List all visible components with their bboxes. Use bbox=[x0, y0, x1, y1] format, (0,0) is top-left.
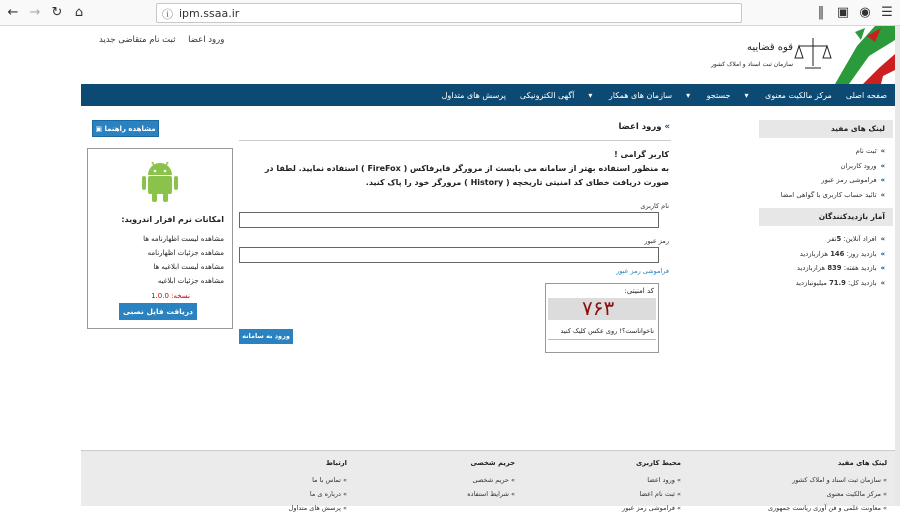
menu-icon[interactable]: ☰ bbox=[881, 5, 893, 20]
home-icon[interactable]: ⌂ bbox=[74, 5, 84, 20]
login-title: » ورود اعضا bbox=[618, 122, 670, 132]
nav-faq[interactable]: پرسش های متداول bbox=[441, 90, 506, 100]
footer-link[interactable]: » پرسش های متداول bbox=[288, 504, 347, 512]
footer-link[interactable]: » سازمان ثبت اسناد و املاک کشور bbox=[792, 476, 887, 484]
url-text: ipm.ssaa.ir bbox=[179, 7, 240, 20]
password-label: رمز عبور bbox=[644, 237, 669, 245]
android-app-box bbox=[87, 148, 233, 329]
logo-subtitle: سازمان ثبت اسناد و املاک کشور bbox=[710, 61, 793, 68]
back-icon[interactable]: ← bbox=[7, 5, 19, 20]
scrollbar[interactable] bbox=[895, 26, 900, 506]
download-apk-button[interactable]: دریافت فایل نصبی bbox=[119, 303, 197, 320]
android-feature: مشاهده جزئیات ابلاغیه bbox=[157, 277, 224, 285]
footer-link[interactable]: » تماس با ما bbox=[312, 476, 347, 484]
footer-link[interactable]: » درباره ی ما bbox=[309, 490, 347, 498]
sidebar-icon[interactable]: ▣ bbox=[836, 5, 850, 20]
stat-total: »بازدید کل: 71.9 میلیونبازدید bbox=[795, 278, 885, 287]
footer-col-user: محیط کاربری » ورود اعضا » ثبت نام اعضا » فراموشی رمز عبور bbox=[511, 459, 681, 515]
stats-title: آمار بازدیدکنندگان bbox=[759, 208, 893, 226]
footer-link[interactable]: » معاونت علمی و فن آوری ریاست جمهوری bbox=[767, 504, 887, 512]
nav-search[interactable]: ▾ جستجو bbox=[686, 90, 731, 100]
footer-col-links: لینک های مفید » سازمان ثبت اسناد و املاک کشور » مرکز مالکیت معنوی » معاونت علمی و فن آوری ریاست جمهوری bbox=[717, 459, 887, 515]
android-feature: مشاهده لیست ابلاغیه ها bbox=[153, 263, 224, 271]
android-feature: مشاهده جزئیات اظهارنامه bbox=[147, 249, 224, 257]
captcha-image[interactable] bbox=[548, 298, 656, 320]
top-links bbox=[89, 35, 224, 45]
footer-link[interactable]: » ثبت نام اعضا bbox=[639, 490, 681, 498]
login-button[interactable]: ورود به سامانه bbox=[239, 329, 293, 344]
sidebar-link-forgot[interactable]: »فراموشی رمز عبور bbox=[821, 176, 885, 184]
password-input[interactable] bbox=[239, 247, 659, 263]
nav-partners[interactable]: ▾ سازمان های همکار bbox=[588, 90, 673, 100]
site-header bbox=[81, 26, 895, 84]
captcha-hint: ناخواناست؟! روی عکس کلیک کنید bbox=[560, 327, 654, 335]
stat-day: »بازدید روز: 146 هزاربازدید bbox=[799, 249, 885, 258]
forward-icon[interactable]: → bbox=[29, 5, 41, 20]
footer-col-privacy: حریم شخصی » حریم شخصی » شرایط استفاده bbox=[345, 459, 515, 501]
library-icon[interactable]: ‖ bbox=[817, 5, 825, 20]
footer-link[interactable]: » حریم شخصی bbox=[472, 476, 515, 484]
footer-link[interactable]: » شرایط استفاده bbox=[467, 490, 515, 498]
sidebar-link-login[interactable]: »ورود کاربران bbox=[840, 161, 885, 170]
title-divider bbox=[239, 140, 671, 141]
info-icon[interactable]: ⓘ bbox=[162, 8, 173, 21]
username-label: نام کاربری bbox=[640, 202, 669, 210]
logo-title: قوه قضاییه bbox=[746, 42, 793, 53]
footer-col-contact: ارتباط » تماس با ما » درباره ی ما » پرسش های متداول bbox=[177, 459, 347, 515]
top-link-login[interactable]: ورود اعضا bbox=[188, 35, 225, 45]
captcha-text: ۷۶۳ bbox=[582, 298, 615, 320]
username-input[interactable] bbox=[239, 212, 659, 228]
stat-online: »افراد آنلاین: 5نفر bbox=[827, 235, 885, 243]
top-link-register[interactable]: ثبت نام متقاضی جدید bbox=[99, 35, 176, 45]
sidebar-link-verify[interactable]: »تائید حساب کاربری با گواهی امضا bbox=[780, 190, 885, 199]
android-version: نسخه: 1.0.0 bbox=[151, 292, 190, 300]
captcha-input[interactable] bbox=[548, 339, 656, 350]
site-footer bbox=[81, 450, 895, 512]
account-icon[interactable]: ◉ bbox=[859, 5, 871, 20]
captcha-box bbox=[545, 283, 659, 353]
stat-week: »بازدید هفته: 839 هزاربازدید bbox=[796, 264, 885, 272]
footer-link[interactable]: » مرکز مالکیت معنوی bbox=[826, 490, 887, 498]
android-title: امکانات نرم افزار اندروید: bbox=[121, 215, 224, 224]
forgot-password-link[interactable]: فراموشی رمز عبور bbox=[616, 267, 669, 275]
useful-links-title: لینک های مفید bbox=[759, 120, 893, 138]
footer-link[interactable]: » ورود اعضا bbox=[647, 476, 681, 484]
site-logo[interactable] bbox=[685, 26, 895, 84]
nav-e-ads[interactable]: آگهی الکترونیکی bbox=[519, 90, 575, 100]
reload-icon[interactable]: ↻ bbox=[51, 5, 63, 20]
guide-button[interactable]: ▣ مشاهده راهنما bbox=[92, 120, 159, 137]
nav-ip-center[interactable]: ▾ مرکز مالکیت معنوی bbox=[744, 90, 832, 100]
stats-box bbox=[759, 208, 893, 290]
address-bar[interactable] bbox=[156, 3, 742, 23]
footer-link[interactable]: » فراموشی رمز عبور bbox=[622, 504, 681, 512]
page bbox=[81, 26, 895, 512]
sidebar-link-register[interactable]: »ثبت نام bbox=[855, 147, 885, 155]
useful-links-box bbox=[759, 120, 893, 202]
android-feature: مشاهده لیست اظهارنامه ها bbox=[143, 235, 224, 243]
main-nav bbox=[81, 84, 895, 106]
captcha-label: کد امنیتی: bbox=[624, 287, 654, 295]
page-margin-left bbox=[0, 26, 81, 506]
android-icon bbox=[140, 159, 180, 203]
browser-toolbar bbox=[0, 0, 900, 26]
welcome-text: کاربر گرامی ! bbox=[614, 150, 669, 159]
browser-notice: به منظور استفاده بهتر از سامانه می بایست از مرورگر فایرفاکس ( FireFox ) استفاده نمایید. لطفا در صورت دریافت خطای کد امنیتی تاریخچه ( History ) مرورگر خود را پاک کنید. bbox=[264, 164, 669, 187]
nav-home[interactable]: صفحه اصلی bbox=[845, 90, 887, 100]
